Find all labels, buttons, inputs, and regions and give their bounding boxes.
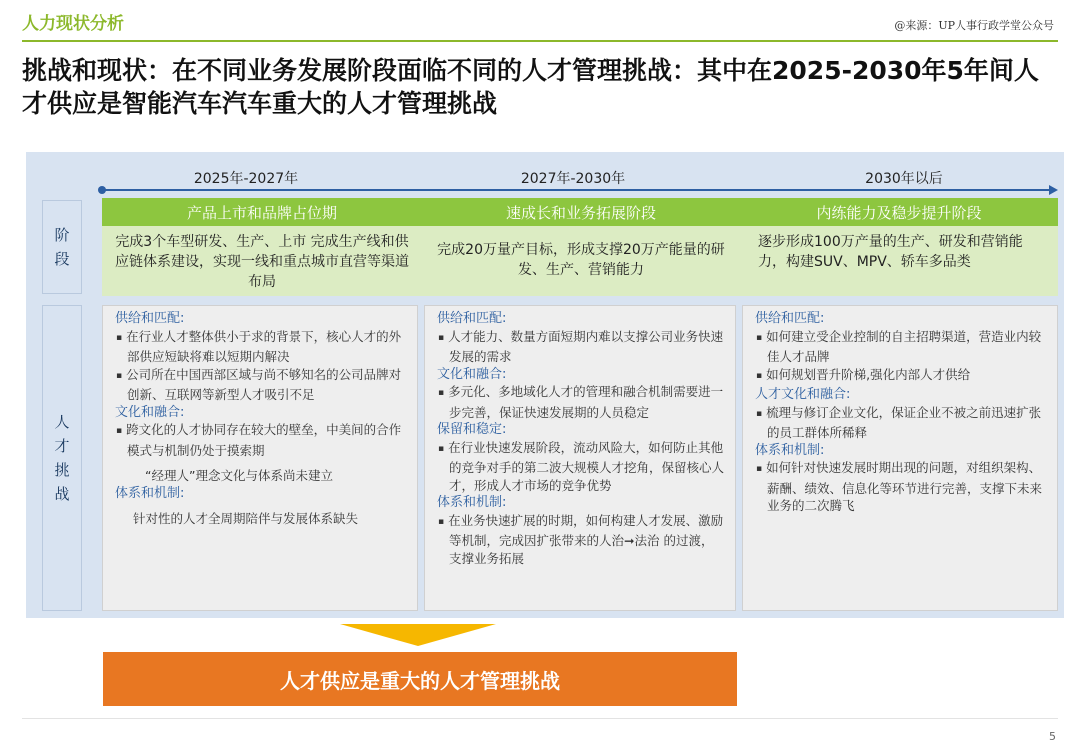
column-3-heading-culture: 人才文化和融合: bbox=[755, 387, 851, 402]
column-3-bullet: ▪ 如何建立受企业控制的自主招聘渠道，营造业内较佳人才品牌 bbox=[755, 328, 1047, 366]
period-1: 2025年-2027年 bbox=[193, 171, 299, 187]
down-arrow-icon bbox=[340, 624, 496, 646]
column-1-paragraph: “经理人”理念文化与体系尚未建立 bbox=[145, 468, 333, 483]
header-divider bbox=[22, 40, 1058, 42]
column-1-bullet: ▪ 公司所在中国西部区域与尚不够知名的公司品牌对创新、互联网等新型人才吸引不足 bbox=[115, 366, 407, 404]
column-2-heading-culture: 文化和融合: bbox=[437, 366, 507, 382]
column-2-bullet: ▪ 在行业快速发展阶段，流动风险大，如何防止其他的竞争对手的第二波大规模人才挖角，保留核心人才，形成人才市场的竞争优势 bbox=[437, 439, 725, 495]
footer-divider bbox=[22, 718, 1058, 719]
challenge-column-1 bbox=[102, 305, 418, 611]
column-2-bullet: ▪ 在业务快速扩展的时期，如何构建人才发展、激励等机制，完成因扩张带来的人治➞法治 的过渡，支撑业务拓展 bbox=[437, 512, 725, 568]
column-3-heading-supply: 供给和匹配: bbox=[755, 311, 825, 326]
page-number: 5 bbox=[1049, 730, 1056, 743]
stage-1-name: 产品上市和品牌占位期 bbox=[102, 198, 422, 226]
column-2-bullet: ▪ 多元化、多地域化人才的管理和融合机制需要进一步完善，保证快速发展期的人员稳定 bbox=[437, 383, 725, 421]
stage-2-desc: 完成20万量产目标，形成支撑20万产能量的研发、生产、营销能力 bbox=[422, 226, 740, 296]
column-1-heading-system: 体系和机制: bbox=[115, 485, 185, 501]
stage-side-label: 阶 段 bbox=[42, 200, 82, 294]
period-3: 2030年以后 bbox=[865, 171, 943, 187]
column-2-bullet: ▪ 人才能力、数量方面短期内难以支撑公司业务快速发展的需求 bbox=[437, 328, 725, 366]
column-3-bullet: ▪ 如何规划晋升阶梯,强化内部人才供给 bbox=[755, 366, 1047, 387]
conclusion-banner: 人才供应是重大的人才管理挑战 bbox=[103, 652, 737, 706]
column-1-paragraph: 针对性的人才全周期陪伴与发展体系缺失 bbox=[133, 511, 359, 526]
column-3-bullet: ▪ 梳理与修订企业文化，保证企业不被之前迅速扩张的员工群体所稀释 bbox=[755, 404, 1047, 442]
timeline-arrow-icon bbox=[1049, 185, 1058, 195]
column-1-heading-supply: 供给和匹配: bbox=[115, 311, 185, 326]
stage-3-desc: 逐步形成100万产量的生产、研发和营销能力，构建SUV、MPV、轿车多品类 bbox=[740, 226, 1058, 296]
column-2-heading-supply: 供给和匹配: bbox=[437, 311, 507, 326]
period-2: 2027年-2030年 bbox=[520, 171, 626, 187]
column-3-heading-system: 体系和机制: bbox=[755, 442, 825, 458]
page-title: 挑战和现状：在不同业务发展阶段面临不同的人才管理挑战：其中在2025-2030年5年间人才供应是智能汽车汽车重大的人才管理挑战 bbox=[22, 56, 1039, 118]
column-1-bullet: ▪ 跨文化的人才协同存在较大的壁垒，中美间的合作模式与机制仍处于摸索期 bbox=[115, 421, 407, 459]
source-note: @来源：UP人事行政学堂公众号 bbox=[894, 19, 1054, 32]
challenge-column-2 bbox=[424, 305, 736, 611]
challenge-column-3 bbox=[742, 305, 1058, 611]
challenge-side-label: 人 才 挑 战 bbox=[42, 305, 82, 611]
section-label: 人力现状分析 bbox=[22, 14, 124, 34]
column-1-heading-culture: 文化和融合: bbox=[115, 404, 185, 420]
column-2-heading-retention: 保留和稳定: bbox=[437, 422, 507, 437]
stage-1-desc: 完成3个车型研发、生产、上市 完成生产线和供应链体系建设，实现一线和重点城市直营等渠道布局 bbox=[102, 226, 422, 296]
column-3-bullet: ▪ 如何针对快速发展时期出现的问题，对组织架构、薪酬、绩效、信息化等环节进行完善，支撑下未来业务的二次腾飞 bbox=[755, 459, 1047, 515]
stage-3-name: 内练能力及稳步提升阶段 bbox=[740, 198, 1058, 226]
column-1-bullet: ▪ 在行业人才整体供小于求的背景下，核心人才的外部供应短缺将难以短期内解决 bbox=[115, 328, 407, 366]
column-2-heading-system: 体系和机制: bbox=[437, 495, 507, 510]
timeline-line bbox=[102, 189, 1052, 191]
stage-2-name: 速成长和业务拓展阶段 bbox=[422, 198, 740, 226]
